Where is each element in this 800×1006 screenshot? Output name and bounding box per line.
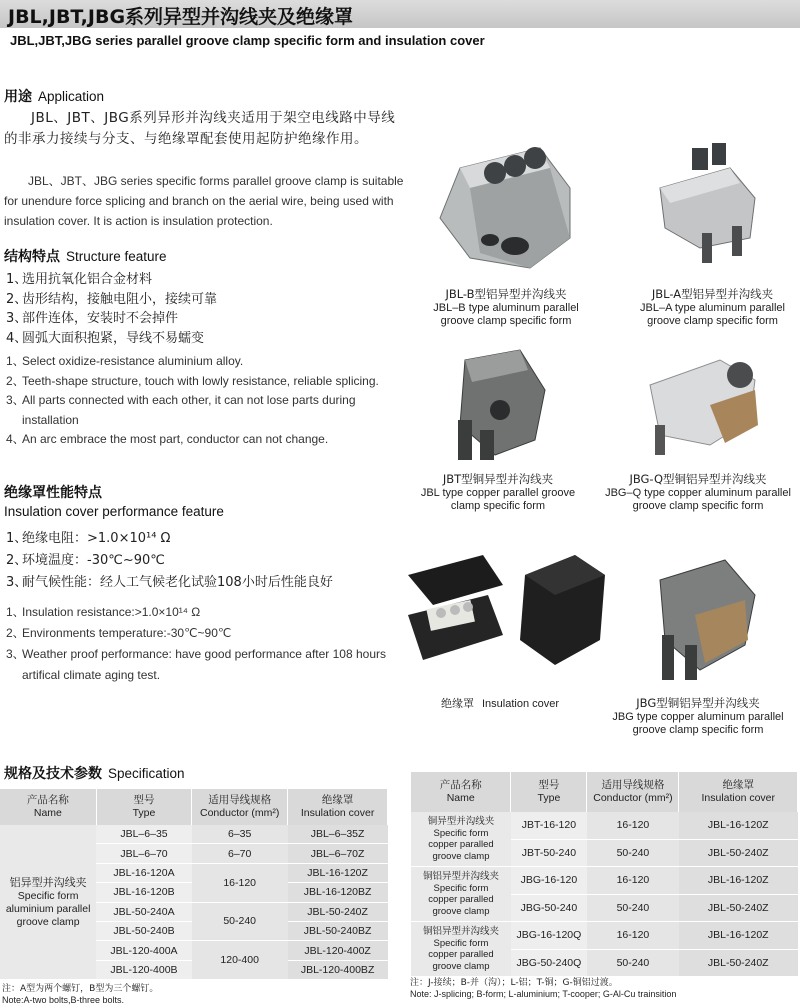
product-name-cell bbox=[411, 922, 511, 977]
list-item bbox=[6, 528, 333, 550]
model-cell: JBL-120-400A bbox=[96, 941, 191, 960]
conductor-cell: 16-120 bbox=[587, 812, 679, 839]
note-zh: 注：J-接续；B-并（沟）；L-铝；T-铜；G-铜铝过渡。 bbox=[410, 978, 618, 988]
header-zh: 适用导线规格 bbox=[208, 794, 272, 806]
conductor-cell: 50-240 bbox=[587, 894, 679, 922]
insulation-cover-closed-image bbox=[510, 545, 615, 675]
page-title: JBL,JBT,JBG系列异型并沟线夹及绝缘罩 bbox=[8, 6, 354, 28]
insulation-list-en bbox=[6, 602, 402, 686]
note-zh: 注：A型为两个螺钉，B型为三个螺钉。 bbox=[2, 984, 159, 994]
insulation-cell: JBL–6–35Z bbox=[288, 825, 388, 844]
caption-en: JBL type copper parallel groove clamp specific form bbox=[420, 486, 576, 512]
header-en: Insulation cover bbox=[300, 807, 375, 819]
list-item bbox=[6, 644, 402, 686]
list-text: 齿形结构，接触电阻小，接续可靠 bbox=[22, 291, 218, 307]
application-text-zh: JBL、JBT、JBG系列异形并沟线夹适用于架空电线路中导线的非承力接续与分支、与绝缘罩配套使用起防护绝缘作用。 bbox=[4, 110, 396, 147]
list-number: 4、 bbox=[6, 330, 28, 346]
caption-en: Insulation cover bbox=[481, 698, 560, 710]
application-heading-en: Application bbox=[38, 89, 105, 104]
jbt-clamp-image bbox=[440, 340, 560, 465]
model-cell: JBT-50-240 bbox=[511, 839, 587, 867]
conductor-cell: 50-240 bbox=[587, 949, 679, 977]
list-text: 选用抗氧化铝合金材料 bbox=[22, 272, 153, 287]
insulation-cell: JBL-16-120Z bbox=[288, 863, 388, 882]
insulation-cover-open-image bbox=[393, 545, 513, 685]
model-cell: JBG-50-240Q bbox=[511, 949, 587, 977]
note-en: Note:A-two bolts,B-three bolts. bbox=[2, 995, 125, 1005]
structure-heading bbox=[4, 246, 167, 266]
header-en: Name bbox=[33, 807, 62, 819]
header-zh: 适用导线规格 bbox=[601, 779, 665, 791]
header-zh: 型号 bbox=[538, 779, 560, 791]
table2-note bbox=[410, 978, 676, 1000]
product-name-cell bbox=[0, 825, 96, 980]
list-item bbox=[6, 270, 217, 290]
caption-en: JBG–Q type copper aluminum parallel groove clamp specific form bbox=[605, 486, 791, 512]
header-en: Type bbox=[537, 792, 561, 804]
name-zh: 铝异型并沟线夹 bbox=[9, 875, 87, 889]
list-item bbox=[6, 372, 402, 392]
list-text: Teeth-shape structure, touch with lowly resistance, reliable splicing. bbox=[22, 373, 379, 388]
list-item bbox=[6, 430, 402, 450]
list-number: 1、 bbox=[6, 354, 25, 368]
page-subtitle: JBL,JBT,JBG series parallel groove clamp specific form and insulation cover bbox=[10, 33, 485, 48]
conductor-cell: 50-240 bbox=[587, 839, 679, 867]
table-header-row bbox=[411, 772, 798, 812]
title-bar bbox=[0, 0, 800, 28]
insulation-cell: JBL–6–70Z bbox=[288, 844, 388, 863]
caption-jbt bbox=[418, 473, 578, 514]
specification-heading-zh: 规格及技术参数 bbox=[4, 766, 102, 782]
table-row bbox=[0, 825, 388, 844]
caption-zh: JBG-Q型铜铝异型并沟线夹 bbox=[629, 472, 767, 486]
list-item bbox=[6, 352, 402, 372]
jbg-q-clamp-image bbox=[640, 345, 770, 460]
caption-jbl-b bbox=[426, 288, 586, 329]
insulation-cell: JBL-50-240Z bbox=[288, 902, 388, 921]
list-number: 3、 bbox=[6, 393, 25, 407]
name-en: Specific form copper paralled groove clamp bbox=[428, 882, 494, 917]
insulation-cell: JBL-120-400Z bbox=[288, 941, 388, 960]
list-number: 2、 bbox=[6, 291, 28, 307]
model-cell: JBL-120-400B bbox=[96, 960, 191, 979]
list-number: 1、 bbox=[6, 531, 28, 546]
list-text: Environments temperature:-30℃~90℃ bbox=[22, 626, 232, 640]
col-header-conductor bbox=[192, 789, 288, 825]
name-en: Specific form copper paralled groove clamp bbox=[428, 827, 494, 862]
list-item bbox=[6, 602, 402, 623]
conductor-cell: 120-400 bbox=[192, 941, 288, 980]
model-cell: JBL-50-240B bbox=[96, 921, 191, 940]
list-text: Select oxidize-resistance aluminium alloy. bbox=[22, 354, 244, 368]
structure-heading-en: Structure feature bbox=[66, 249, 167, 264]
list-text: 环境温度：-30℃~90℃ bbox=[22, 553, 165, 568]
col-header-insulation bbox=[679, 772, 798, 812]
conductor-cell: 6–35 bbox=[192, 825, 288, 844]
header-zh: 绝缘罩 bbox=[722, 779, 754, 791]
list-number: 1、 bbox=[6, 605, 25, 619]
header-zh: 产品名称 bbox=[439, 779, 482, 791]
table-header-row bbox=[0, 789, 388, 825]
caption-zh: JBG型铜铝异型并沟线夹 bbox=[636, 696, 760, 710]
structure-list-en bbox=[6, 352, 402, 450]
application-heading bbox=[4, 86, 104, 106]
list-text: An arc embrace the most part, conductor can not change. bbox=[22, 432, 329, 446]
caption-zh: JBT型铜异型并沟线夹 bbox=[442, 472, 554, 486]
caption-insulation-cover bbox=[420, 697, 580, 712]
col-header-name bbox=[411, 772, 511, 812]
insulation-cell: JBL-16-120Z bbox=[679, 922, 798, 950]
insulation-heading-zh-text: 绝缘罩性能特点 bbox=[4, 485, 102, 501]
header-en: Insulation cover bbox=[701, 792, 776, 804]
insulation-cell: JBL-16-120Z bbox=[679, 867, 798, 895]
list-item bbox=[6, 290, 217, 310]
header-en: Conductor (mm²) bbox=[200, 807, 280, 819]
list-number: 2、 bbox=[6, 373, 25, 388]
conductor-cell: 16-120 bbox=[587, 922, 679, 950]
product-name-cell bbox=[411, 867, 511, 922]
col-header-type bbox=[511, 772, 587, 812]
list-text: Weather proof performance: have good performance after 108 hours artifical climate aging test. bbox=[22, 647, 386, 682]
application-text-en: JBL、JBT、JBG series specific forms parallel groove clamp is suitable for unendure force splicing and branch on the aerial wire, being used with insulation cover. It is action is insulation protection. bbox=[4, 174, 404, 228]
list-number: 3、 bbox=[6, 647, 25, 661]
list-item bbox=[6, 329, 217, 349]
table-row bbox=[411, 867, 798, 895]
conductor-cell: 50-240 bbox=[192, 902, 288, 941]
name-zh: 铜铝异型并沟线夹 bbox=[422, 926, 499, 937]
caption-jbl-a bbox=[630, 288, 795, 329]
list-number: 3、 bbox=[6, 311, 28, 326]
col-header-name bbox=[0, 789, 96, 825]
list-number: 4、 bbox=[6, 432, 25, 446]
jbl-b-clamp-image bbox=[420, 128, 590, 278]
list-number: 2、 bbox=[6, 553, 28, 568]
model-cell: JBL–6–70 bbox=[96, 844, 191, 863]
spec-table-copper bbox=[411, 772, 798, 977]
insulation-heading-zh bbox=[4, 482, 108, 502]
list-text: All parts connected with each other, it can not lose parts during installation bbox=[22, 393, 356, 427]
caption-jbg bbox=[598, 697, 798, 738]
caption-zh: JBL-A型铝异型并沟线夹 bbox=[651, 287, 774, 301]
name-en: Specific form aluminium parallel groove clamp bbox=[5, 889, 91, 928]
header-zh: 产品名称 bbox=[26, 794, 69, 806]
list-item bbox=[6, 391, 402, 430]
list-text: 绝缘电阻：>1.0×10¹⁴ Ω bbox=[22, 531, 171, 546]
list-item bbox=[6, 572, 333, 594]
name-zh: 铜铝异型并沟线夹 bbox=[422, 871, 499, 882]
model-cell: JBL-16-120B bbox=[96, 883, 191, 902]
product-name-cell bbox=[411, 812, 511, 867]
list-text: 部件连体，安装时不会掉件 bbox=[22, 311, 179, 326]
structure-list-zh bbox=[6, 270, 217, 348]
caption-zh: JBL-B型铝异型并沟线夹 bbox=[445, 287, 567, 301]
insulation-cell: JBL-16-120Z bbox=[679, 812, 798, 839]
list-number: 1、 bbox=[6, 272, 28, 287]
caption-zh: 绝缘罩 bbox=[440, 697, 474, 710]
insulation-cell: JBL-50-240BZ bbox=[288, 921, 388, 940]
list-text: 圆弧大面积抱紧，导线不易蠕变 bbox=[22, 330, 205, 346]
model-cell: JBG-50-240 bbox=[511, 894, 587, 922]
header-en: Name bbox=[446, 792, 475, 804]
header-zh: 型号 bbox=[133, 794, 155, 806]
header-zh: 绝缘罩 bbox=[321, 794, 354, 806]
list-item bbox=[6, 309, 217, 329]
list-text: Insulation resistance:>1.0×10¹⁴ Ω bbox=[22, 605, 201, 619]
col-header-type bbox=[96, 789, 191, 825]
insulation-cell: JBL-50-240Z bbox=[679, 839, 798, 867]
caption-en: JBG type copper aluminum parallel groove clamp specific form bbox=[612, 710, 784, 736]
jbg-clamp-image bbox=[640, 545, 770, 690]
header-en: Type bbox=[132, 807, 156, 819]
specification-heading-en: Specification bbox=[108, 766, 185, 781]
conductor-cell: 16-120 bbox=[587, 867, 679, 895]
specification-heading bbox=[4, 763, 185, 783]
caption-en: JBL–A type aluminum parallel groove clamp specific form bbox=[640, 301, 785, 327]
insulation-cell: JBL-50-240Z bbox=[679, 894, 798, 922]
col-header-conductor bbox=[587, 772, 679, 812]
list-number: 2、 bbox=[6, 626, 25, 640]
caption-jbg-q bbox=[598, 473, 798, 514]
caption-en: JBL–B type aluminum parallel groove clamp specific form bbox=[433, 301, 579, 327]
insulation-cell: JBL-50-240Z bbox=[679, 949, 798, 977]
table1-note bbox=[2, 984, 158, 1006]
list-text: 耐气候性能：经人工气候老化试验108小时后性能良好 bbox=[22, 575, 333, 590]
list-item bbox=[6, 550, 333, 572]
conductor-cell: 6–70 bbox=[192, 844, 288, 863]
spec-table-aluminium bbox=[0, 789, 388, 980]
model-cell: JBL-16-120A bbox=[96, 863, 191, 882]
table-row bbox=[411, 812, 798, 839]
insulation-heading-en: Insulation cover performance feature bbox=[4, 504, 224, 519]
insulation-cell: JBL-120-400BZ bbox=[288, 960, 388, 979]
application-heading-zh: 用途 bbox=[4, 89, 32, 105]
list-number: 3、 bbox=[6, 575, 28, 590]
model-cell: JBT-16-120 bbox=[511, 812, 587, 839]
model-cell: JBG-16-120 bbox=[511, 867, 587, 895]
name-zh: 铜异型并沟线夹 bbox=[427, 816, 495, 827]
insulation-list-zh bbox=[6, 528, 333, 594]
col-header-insulation bbox=[288, 789, 388, 825]
model-cell: JBL-50-240A bbox=[96, 902, 191, 921]
table-row bbox=[411, 922, 798, 950]
insulation-cell: JBL-16-120BZ bbox=[288, 883, 388, 902]
model-cell: JBG-16-120Q bbox=[511, 922, 587, 950]
header-en: Conductor (mm²) bbox=[593, 792, 673, 804]
list-item bbox=[6, 623, 402, 644]
name-en: Specific form copper paralled groove clamp bbox=[428, 937, 494, 972]
model-cell: JBL–6–35 bbox=[96, 825, 191, 844]
conductor-cell: 16-120 bbox=[192, 863, 288, 902]
structure-heading-zh: 结构特点 bbox=[4, 249, 60, 265]
note-en: Note: J-splicing; B-form; L-aluminium; T-cooper; G-Al-Cu trainsition bbox=[410, 989, 677, 999]
jbl-a-clamp-image bbox=[640, 138, 770, 268]
